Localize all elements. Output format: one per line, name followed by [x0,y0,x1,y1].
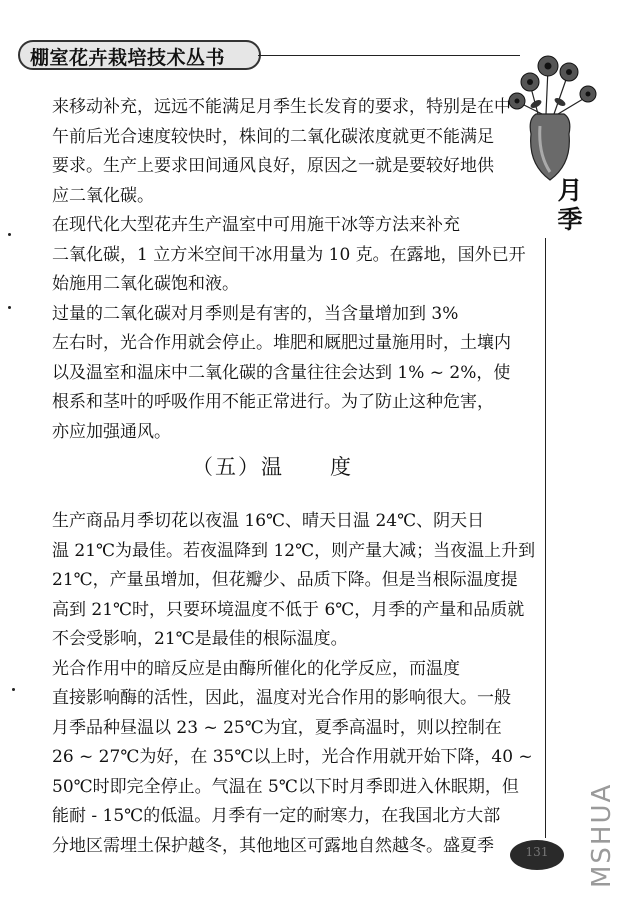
paragraph [52,507,536,655]
section-heading: （五）温 度 [192,455,353,479]
text-line: 月季品种昼温以 23 ~ 25℃为宜，夏季高温时，则以控制在 [52,717,502,738]
text-line: 21℃，产量虽增加，但花瓣少、品质下降。但是当根际温度提 [52,570,518,590]
text-line: 温 21℃为最佳。若夜温降到 12℃，则产量大减；当夜温上升到 [52,540,536,561]
text-line: 二氧化碳，1 立方米空间干冰用量为 10 克。在露地，国外已开 [52,244,526,265]
page-number-badge [510,840,564,870]
text-line: 26 ~ 27℃为好，在 35℃以上时，光合作用就开始下降，40 ~ [52,747,533,767]
margin-dot [12,688,15,691]
text-line: 左右时，光合作用就会停止。堆肥和厩肥过量施用时，土壤内 [52,333,511,353]
bottom-paragraphs [52,507,536,861]
text-line: 过量的二氧化碳对月季则是有害的，当含量增加到 3% [52,303,459,324]
text-line: 高到 21℃时，只要环境温度不低于 6℃，月季的产量和品质就 [52,599,525,620]
page-number: 131 [525,845,549,859]
series-title: 棚室花卉栽培技术丛书 [30,47,226,69]
margin-dot [8,306,11,309]
header-rule [258,55,520,56]
paragraph [52,211,526,300]
vertical-rule [545,238,546,838]
margin-dot [8,233,11,236]
text-line: 始施用二氧化碳饱和液。 [52,274,239,294]
watermark: MSHUA [587,782,617,888]
top-paragraphs [52,93,526,447]
text-line: 来移动补充，远远不能满足月季生长发育的要求，特别是在中 [52,97,511,117]
text-line: 根系和茎叶的呼吸作用不能正常进行。为了防止这种危害， [52,392,494,412]
paragraph [52,93,522,211]
text-line: 在现代化大型花卉生产温室中可用施干冰等方法来补充 [52,215,460,235]
text-line: 能耐 - 15℃的低温。月季有一定的耐寒力，在我国北方大部 [52,806,501,826]
text-line: 要求。生产上要求田间通风良好，原因之一就是要较好地供 [52,156,494,176]
text-line: 50℃时即完全停止。气温在 5℃以下时月季即进入休眠期，但 [52,776,519,797]
paragraph [52,300,522,448]
text-line: 分地区需埋土保护越冬，其他地区可露地自然越冬。盛夏季 [52,835,494,856]
paragraph [52,655,533,862]
text-line: 以及温室和温床中二氧化碳的含量往往会达到 1% ~ 2%，使 [52,362,511,383]
text-line: 亦应加强通风。 [52,421,171,442]
text-line: 光合作用中的暗反应是由酶所催化的化学反应，而温度 [52,658,460,679]
side-tab-label: 月季 [557,176,583,234]
text-line: 午前后光合速度较快时，株间的二氧化碳浓度就更不能满足 [52,126,494,147]
text-line: 生产商品月季切花以夜温 16℃、晴天日温 24℃、阴天日 [52,511,485,531]
text-line: 不会受影响，21℃是最佳的根际温度。 [52,629,348,649]
text-line: 直接影响酶的活性，因此，温度对光合作用的影响很大。一般 [52,688,511,708]
text-line: 应二氧化碳。 [52,185,154,206]
